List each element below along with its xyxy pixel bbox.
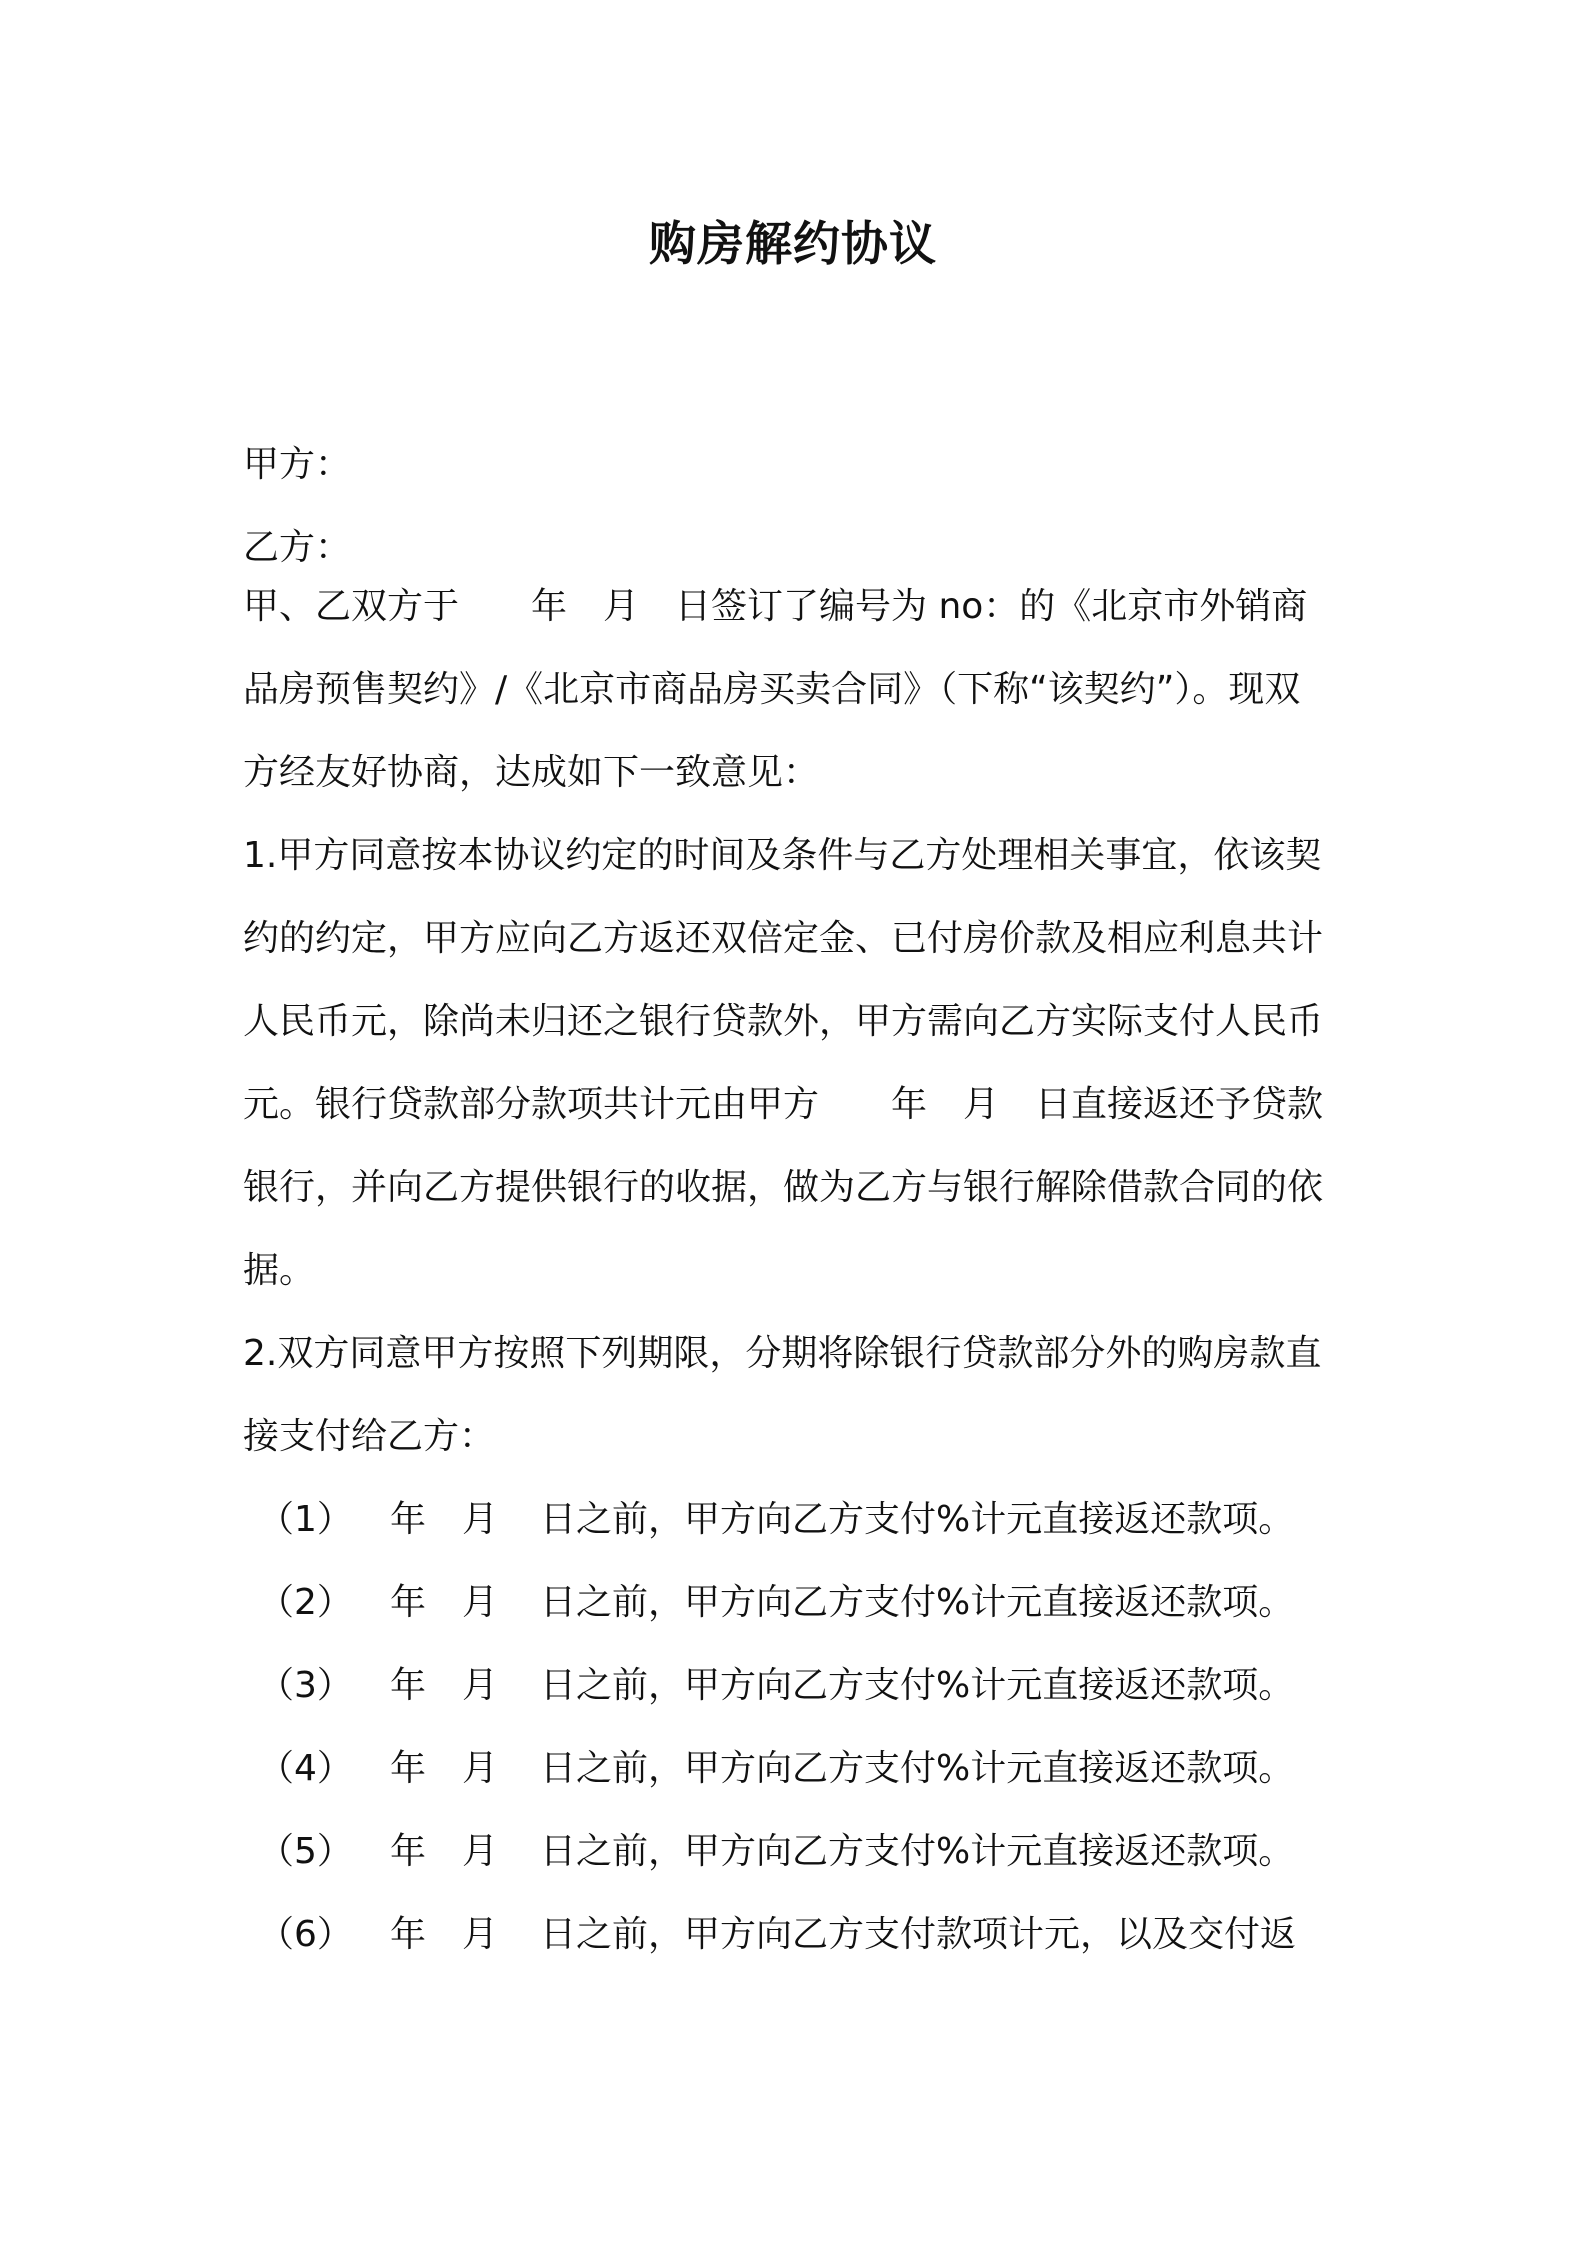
clause-2-line: 2.双方同意甲方按照下列期限，分期将除银行贷款部分外的购房款直: [243, 1333, 1322, 1374]
clause-1-line: 元。银行贷款部分款项共计元由甲方 年 月 日直接返还予贷款: [243, 1084, 1324, 1125]
clause-1-line: 1.甲方同意按本协议约定的时间及条件与乙方处理相关事宜，依该契: [243, 835, 1322, 876]
installment-item: [258, 1744, 1294, 1794]
installment-number: （6）: [258, 1914, 353, 1955]
intro-line: 方经友好协商，达成如下一致意见：: [243, 752, 820, 793]
intro-line: 品房预售契约》/《北京市商品房买卖合同》（下称“该契约”）。现双: [243, 669, 1301, 710]
installment-date: 年 月: [390, 1499, 499, 1540]
installment-text: 日之前，甲方向乙方支付%计元直接返还款项。: [540, 1499, 1295, 1540]
installment-text: 日之前，甲方向乙方支付%计元直接返还款项。: [540, 1582, 1295, 1623]
installment-number: （2）: [258, 1582, 353, 1623]
installment-number: （5）: [258, 1831, 353, 1872]
party-b-label: 乙方：: [243, 527, 352, 568]
installment-item: [258, 1910, 1296, 1960]
installment-date: 年 月: [390, 1831, 499, 1872]
installment-date: 年 月: [390, 1748, 499, 1789]
installment-item: [258, 1661, 1294, 1711]
installment-number: （3）: [258, 1665, 353, 1706]
document-title: 购房解约协议: [649, 217, 937, 272]
intro-line: 甲、乙双方于 年 月 日签订了编号为 no：的《北京市外销商: [243, 586, 1308, 627]
installment-text: 日之前，甲方向乙方支付款项计元，以及交付返: [540, 1914, 1297, 1955]
party-a-label: 甲方：: [243, 444, 352, 485]
clause-1-line: 人民币元，除尚未归还之银行贷款外，甲方需向乙方实际支付人民币: [243, 1001, 1324, 1042]
installment-number: （4）: [258, 1748, 353, 1789]
clause-1-line: 据。: [243, 1250, 316, 1291]
installment-item: [258, 1578, 1294, 1628]
installment-number: （1）: [258, 1499, 353, 1540]
installment-text: 日之前，甲方向乙方支付%计元直接返还款项。: [540, 1748, 1295, 1789]
installment-date: 年 月: [390, 1582, 499, 1623]
installment-text: 日之前，甲方向乙方支付%计元直接返还款项。: [540, 1831, 1295, 1872]
installment-item: [258, 1827, 1294, 1877]
clause-1-line: 约的约定，甲方应向乙方返还双倍定金、已付房价款及相应利息共计: [243, 918, 1324, 959]
clause-1-line: 银行，并向乙方提供银行的收据，做为乙方与银行解除借款合同的依: [243, 1167, 1324, 1208]
clause-2-line: 接支付给乙方：: [243, 1416, 496, 1457]
installment-text: 日之前，甲方向乙方支付%计元直接返还款项。: [540, 1665, 1295, 1706]
installment-date: 年 月: [390, 1914, 499, 1955]
installment-date: 年 月: [390, 1665, 499, 1706]
installment-item: [258, 1495, 1294, 1545]
